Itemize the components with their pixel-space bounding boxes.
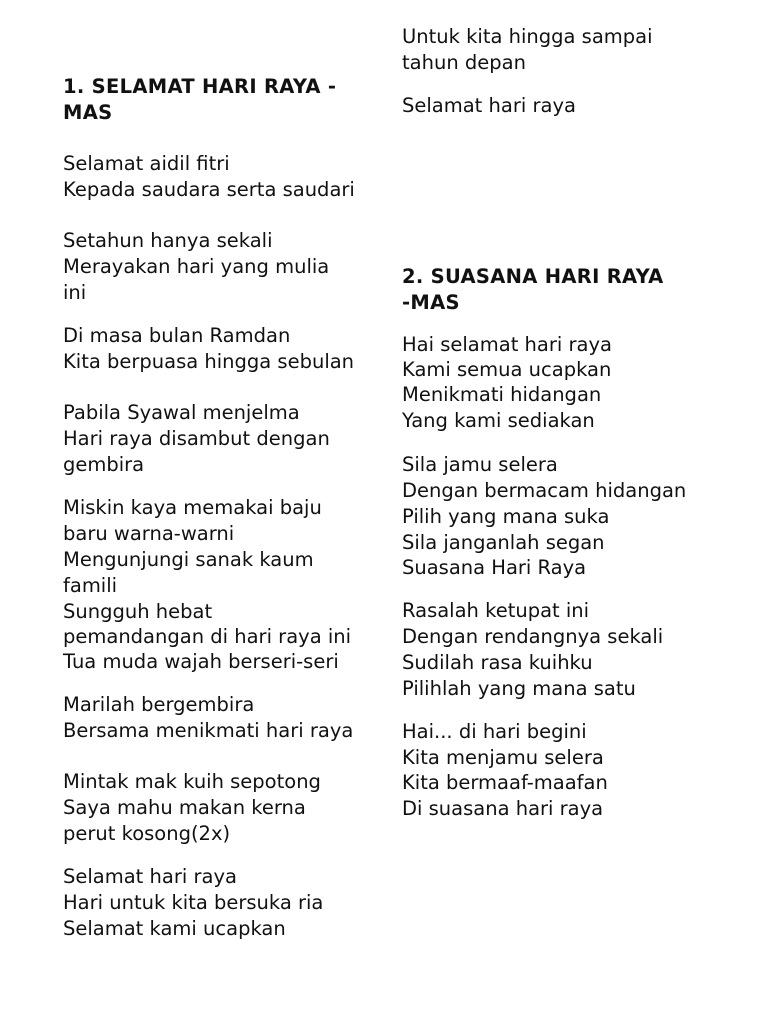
lyric-line: pemandangan di hari raya ini bbox=[63, 625, 352, 648]
lyric-line: Hari raya disambut dengan bbox=[63, 427, 330, 450]
lyric-line: Sila jamu selera bbox=[402, 453, 558, 476]
lyric-line: Kami semua ucapkan bbox=[402, 358, 612, 381]
lyric-line: Suasana Hari Raya bbox=[402, 556, 587, 579]
lyric-line: Mengunjungi sanak kaum bbox=[63, 548, 314, 571]
lyric-line: Kita berpuasa hingga sebulan bbox=[63, 350, 355, 373]
lyric-line: Sudilah rasa kuihku bbox=[402, 651, 593, 674]
lyric-line: perut kosong(2x) bbox=[63, 822, 231, 845]
lyric-line: Sila janganlah segan bbox=[402, 531, 605, 554]
lyric-line: Selamat kami ucapkan bbox=[63, 917, 286, 940]
song-2-title-line-1: 2. SUASANA HARI RAYA bbox=[402, 265, 664, 288]
lyric-line: Saya mahu makan kerna bbox=[63, 796, 306, 819]
lyric-line: Merayakan hari yang mulia bbox=[63, 255, 330, 278]
lyric-line: Menikmati hidangan bbox=[402, 383, 602, 406]
lyric-line: tahun depan bbox=[402, 51, 526, 74]
lyric-line: Dengan rendangnya sekali bbox=[402, 625, 664, 648]
lyric-line: Hari untuk kita bersuka ria bbox=[63, 891, 324, 914]
lyric-line: Kita bermaaf-maafan bbox=[402, 771, 608, 794]
lyric-line: Selamat hari raya bbox=[63, 865, 237, 888]
lyric-line: Untuk kita hingga sampai bbox=[402, 25, 653, 48]
lyric-line: ini bbox=[63, 281, 87, 304]
lyric-line: Setahun hanya sekali bbox=[63, 229, 273, 252]
song-1-title-line-2: MAS bbox=[63, 101, 113, 124]
lyric-line: Di suasana hari raya bbox=[402, 797, 604, 820]
lyric-line: Marilah bergembira bbox=[63, 693, 255, 716]
lyric-line: Dengan bermacam hidangan bbox=[402, 479, 687, 502]
lyric-line: Di masa bulan Ramdan bbox=[63, 324, 291, 347]
lyric-line: Mintak mak kuih sepotong bbox=[63, 770, 321, 793]
lyric-line: gembira bbox=[63, 453, 145, 476]
lyric-line: famili bbox=[63, 574, 118, 597]
lyric-line: Pilihlah yang mana satu bbox=[402, 677, 636, 700]
lyric-line: Tua muda wajah berseri-seri bbox=[63, 650, 339, 673]
lyric-line: Bersama menikmati hari raya bbox=[63, 719, 354, 742]
lyric-line: Hai selamat hari raya bbox=[402, 333, 612, 356]
lyric-line: Rasalah ketupat ini bbox=[402, 599, 590, 622]
lyric-line: Pilih yang mana suka bbox=[402, 505, 610, 528]
lyric-line: Hai... di hari begini bbox=[402, 720, 587, 743]
lyric-line: Pabila Syawal menjelma bbox=[63, 401, 300, 424]
lyric-line: Selamat aidil fitri bbox=[63, 152, 230, 175]
lyric-line: Kepada saudara serta saudari bbox=[63, 178, 355, 201]
lyric-line: Selamat hari raya bbox=[402, 94, 576, 117]
lyric-line: Kita menjamu selera bbox=[402, 746, 604, 769]
lyric-line: Yang kami sediakan bbox=[402, 409, 595, 432]
lyric-line: baru warna-warni bbox=[63, 522, 235, 545]
song-2-title-line-2: -MAS bbox=[402, 291, 460, 314]
song-1-title-line-1: 1. SELAMAT HARI RAYA - bbox=[63, 75, 337, 98]
lyric-line: Sungguh hebat bbox=[63, 600, 213, 623]
lyric-line: Miskin kaya memakai baju bbox=[63, 496, 322, 519]
